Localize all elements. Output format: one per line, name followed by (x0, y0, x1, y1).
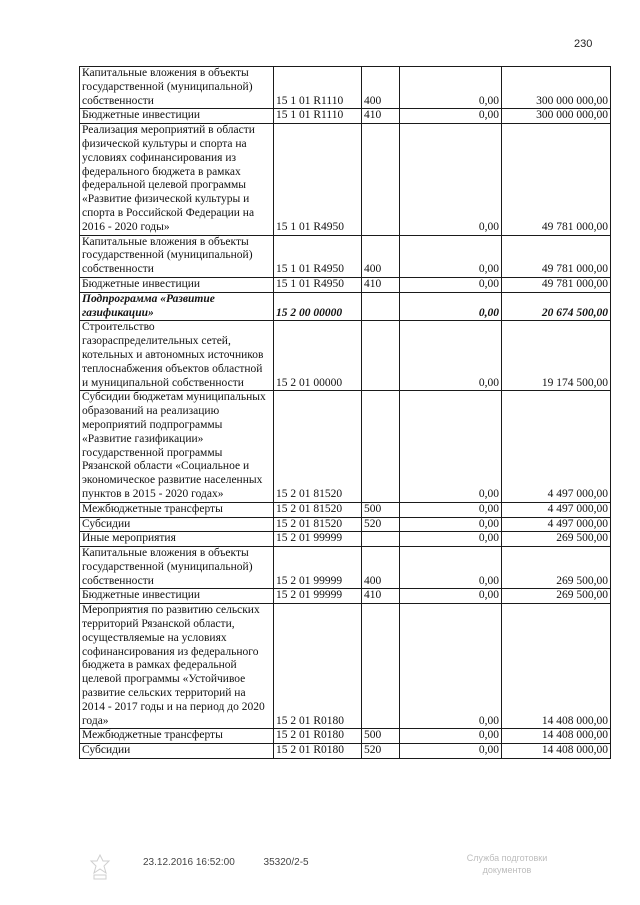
row-code: 15 2 00 00000 (274, 292, 362, 321)
row-code: 15 2 01 R0180 (274, 744, 362, 759)
row-name: Мероприятия по развитию сельских территорий Рязанской области, осуществляемые на условиях софинансирования из федерального бюджета в рамках федеральной целевой программы «Устойчивое развитие сельских территорий на 2014 - 2017 годы и на период до 2020 года» (80, 604, 274, 729)
row-code: 15 2 01 81520 (274, 502, 362, 517)
row-col4: 0,00 (400, 729, 502, 744)
row-col5: 49 781 000,00 (502, 124, 611, 235)
row-code: 15 2 01 99999 (274, 547, 362, 589)
table-row (80, 109, 611, 124)
row-vr: 500 (362, 502, 400, 517)
row-col5: 49 781 000,00 (502, 235, 611, 277)
row-name: Реализация мероприятий в области физической культуры и спорта на условиях софинансирования из федерального бюджета в рамках федеральной целевой программы «Развитие физической культуры и спорта в Российской Федерации на 2016 - 2020 годы» (80, 124, 274, 235)
table-row (80, 67, 611, 109)
table-row (80, 391, 611, 502)
row-col4: 0,00 (400, 277, 502, 292)
row-vr: 500 (362, 729, 400, 744)
row-vr: 520 (362, 744, 400, 759)
row-vr (362, 604, 400, 729)
table-row (80, 235, 611, 277)
row-name: Бюджетные инвестиции (80, 109, 274, 124)
row-name: Бюджетные инвестиции (80, 589, 274, 604)
row-vr: 410 (362, 109, 400, 124)
row-col5: 14 408 000,00 (502, 729, 611, 744)
row-vr: 520 (362, 517, 400, 532)
row-col5: 269 500,00 (502, 589, 611, 604)
footer (143, 857, 309, 868)
table-row (80, 502, 611, 517)
row-code: 15 1 01 R4950 (274, 124, 362, 235)
row-col5: 4 497 000,00 (502, 391, 611, 502)
row-vr: 400 (362, 547, 400, 589)
row-name: Межбюджетные трансферты (80, 502, 274, 517)
row-vr (362, 391, 400, 502)
emblem-icon (88, 853, 112, 881)
row-col4: 0,00 (400, 124, 502, 235)
row-code: 15 1 01 R1110 (274, 67, 362, 109)
table-row (80, 321, 611, 391)
row-name: Межбюджетные трансферты (80, 729, 274, 744)
row-col4: 0,00 (400, 744, 502, 759)
row-col4: 0,00 (400, 109, 502, 124)
faint-stamp (447, 852, 567, 876)
table-row (80, 547, 611, 589)
row-code: 15 1 01 R4950 (274, 235, 362, 277)
row-col4: 0,00 (400, 292, 502, 321)
row-code: 15 2 01 99999 (274, 589, 362, 604)
table-row (80, 604, 611, 729)
row-name: Капитальные вложения в объекты государственной (муниципальной) собственности (80, 547, 274, 589)
row-col4: 0,00 (400, 589, 502, 604)
row-code: 15 2 01 81520 (274, 517, 362, 532)
row-name: Субсидии бюджетам муниципальных образований на реализацию мероприятий подпрограммы «Развитие газификации» государственной программы Рязанской области «Социальное и экономическое развитие населенных пунктов в 2015 - 2020 годах» (80, 391, 274, 502)
row-code: 15 2 01 99999 (274, 532, 362, 547)
footer-doc-id: 35320/2-5 (263, 857, 309, 868)
table-row (80, 729, 611, 744)
row-col5: 4 497 000,00 (502, 517, 611, 532)
table-row (80, 124, 611, 235)
row-code: 15 1 01 R1110 (274, 109, 362, 124)
row-vr: 400 (362, 235, 400, 277)
table-row (80, 532, 611, 547)
row-col4: 0,00 (400, 391, 502, 502)
row-vr (362, 321, 400, 391)
row-col4: 0,00 (400, 235, 502, 277)
table-row (80, 277, 611, 292)
row-col5: 4 497 000,00 (502, 502, 611, 517)
row-col4: 0,00 (400, 67, 502, 109)
row-col5: 14 408 000,00 (502, 744, 611, 759)
row-col5: 269 500,00 (502, 532, 611, 547)
row-name: Капитальные вложения в объекты государственной (муниципальной) собственности (80, 235, 274, 277)
row-name: Субсидии (80, 517, 274, 532)
table-row (80, 589, 611, 604)
row-vr: 400 (362, 67, 400, 109)
row-vr (362, 532, 400, 547)
row-col5: 269 500,00 (502, 547, 611, 589)
row-name: Субсидии (80, 744, 274, 759)
table-row (80, 744, 611, 759)
row-col4: 0,00 (400, 547, 502, 589)
row-code: 15 2 01 R0180 (274, 729, 362, 744)
row-col5: 19 174 500,00 (502, 321, 611, 391)
row-col4: 0,00 (400, 517, 502, 532)
row-col4: 0,00 (400, 532, 502, 547)
row-col5: 300 000 000,00 (502, 67, 611, 109)
row-vr: 410 (362, 277, 400, 292)
row-code: 15 2 01 00000 (274, 321, 362, 391)
row-col5: 49 781 000,00 (502, 277, 611, 292)
table-row (80, 517, 611, 532)
row-name: Капитальные вложения в объекты государственной (муниципальной) собственности (80, 67, 274, 109)
stamp-line: Служба подготовки (466, 853, 548, 863)
row-code: 15 2 01 81520 (274, 391, 362, 502)
row-col4: 0,00 (400, 502, 502, 517)
row-code: 15 2 01 R0180 (274, 604, 362, 729)
row-vr (362, 124, 400, 235)
row-col4: 0,00 (400, 321, 502, 391)
footer-datetime: 23.12.2016 16:52:00 (143, 857, 235, 868)
row-vr (362, 292, 400, 321)
row-vr: 410 (362, 589, 400, 604)
row-name: Иные мероприятия (80, 532, 274, 547)
row-code: 15 1 01 R4950 (274, 277, 362, 292)
row-name: Подпрограмма «Развитие газификации» (80, 292, 274, 321)
row-col5: 14 408 000,00 (502, 604, 611, 729)
row-col5: 20 674 500,00 (502, 292, 611, 321)
budget-table (79, 66, 611, 759)
subprogram-row (80, 292, 611, 321)
stamp-line: документов (482, 865, 532, 875)
row-col4: 0,00 (400, 604, 502, 729)
row-name: Строительство газораспределительных сетей, котельных и автономных источников теплоснабжения объектов областной и муниципальной собственности (80, 321, 274, 391)
row-name: Бюджетные инвестиции (80, 277, 274, 292)
row-col5: 300 000 000,00 (502, 109, 611, 124)
page-number: 230 (574, 38, 593, 50)
